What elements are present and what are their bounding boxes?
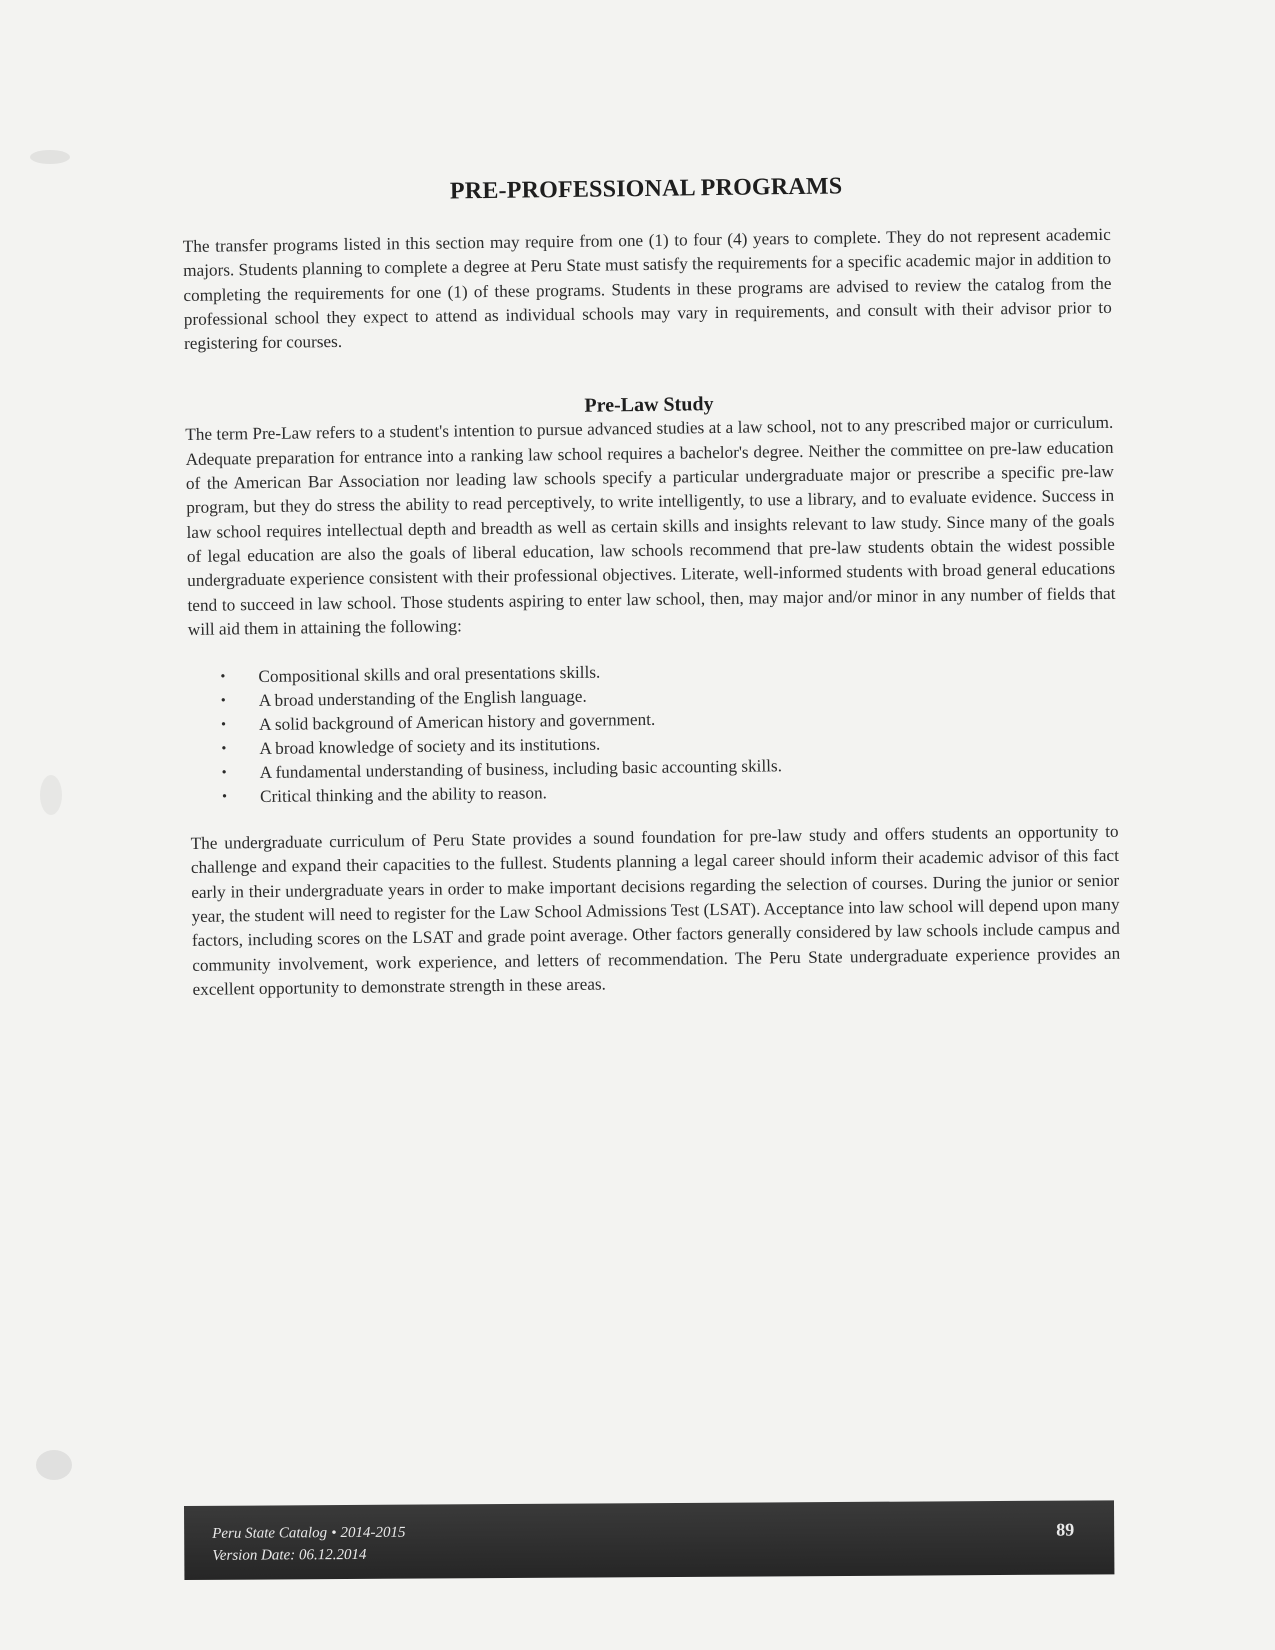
footer-version-date: Version Date: 06.12.2014 — [212, 1546, 367, 1564]
page-title: PRE-PROFESSIONAL PROGRAMS — [449, 173, 843, 205]
footer-catalog-line — [212, 1522, 405, 1545]
footer-catalog-name: Peru State Catalog — [212, 1525, 328, 1542]
scan-smudge-mark — [40, 775, 62, 815]
intro-paragraph: The transfer programs listed in this section may require from one (1) to four (4) years to complete. They do not represent academic majors. Students planning to complete a degree at Peru State must satisfy the requirements for a specific academic major in addition to completing the requirements for one (1) of these programs. Students in these programs are advised to review the catalog from the professional school they expect to attend as individual schools may vary in requirements, and consult with their advisor prior to registering for courses. — [182, 224, 1112, 354]
list-item-text: A broad knowledge of society and its institutions. — [259, 734, 601, 759]
bullet-icon: • — [220, 693, 226, 709]
bullet-icon: • — [221, 765, 227, 781]
scan-smudge-mark — [30, 150, 70, 164]
closing-paragraph: The undergraduate curriculum of Peru State provides a sound foundation for pre-law study and offers students an opportunity to challenge and expand their capacities to the fullest. Students planning a legal career should inform their academic advisor of this fact early in their undergraduate years in order to make important decisions regarding the selection of courses. During the junior or senior year, the student will need to register for the Law School Admissions Test (LSAT). Acceptance into law school will depend upon many factors, including scores on the LSAT and grade point average. Other factors generally considered by law schools include campus and community involvement, work experience, and letters of recommendation. The Peru State undergraduate experience provides an excellent opportunity to demonstrate strength in these areas. — [190, 821, 1121, 999]
list-item-text: Compositional skills and oral presentations skills. — [258, 662, 601, 687]
list-item-text: A solid background of American history and government. — [258, 710, 656, 735]
footer-separator: • — [331, 1525, 337, 1542]
scan-smudge-mark — [36, 1450, 72, 1480]
bullet-icon: • — [220, 669, 226, 685]
pre-law-paragraph: The term Pre-Law refers to a student's intention to pursue advanced studies at a law school, not to any prescribed major or curriculum. Adequate preparation for entrance into a ranking law school requires a bachelor's degree. Neither the committee on pre-law education of the American Bar Association nor leading law schools specify a particular undergraduate major or prescribe a specific pre-law program, but they do stress the ability to read perceptively, to write intelligently, to use a library, and to evaluate evidence. Success in law school requires intellectual depth and breadth as well as certain skills and insights relevant to law study. Since many of the goals of legal education are also the goals of liberal education, law schools recommend that pre-law students obtain the widest possible undergraduate experience consistent with their professional objectives. Literate, well-informed students with broad general educations tend to succeed in law school. Those students aspiring to enter law school, then, may major and/or minor in any number of fields that will aid them in attaining the following: — [185, 413, 1116, 639]
footer-catalog-years: 2014-2015 — [340, 1524, 406, 1542]
page-number: 89 — [1056, 1519, 1075, 1540]
list-item-text: A fundamental understanding of business, including basic accounting skills. — [259, 756, 783, 783]
skills-list — [188, 654, 1118, 810]
footer-catalog-info — [212, 1522, 406, 1567]
list-item-text: A broad understanding of the English language. — [258, 686, 587, 711]
list-item-text: Critical thinking and the ability to reason. — [259, 783, 548, 807]
bullet-icon: • — [221, 741, 227, 757]
bullet-icon: • — [221, 717, 227, 733]
page-footer — [184, 1500, 1114, 1580]
main-content — [182, 170, 1121, 1002]
bullet-icon: • — [221, 789, 228, 805]
section-title-pre-law: Pre-Law Study — [584, 393, 714, 418]
